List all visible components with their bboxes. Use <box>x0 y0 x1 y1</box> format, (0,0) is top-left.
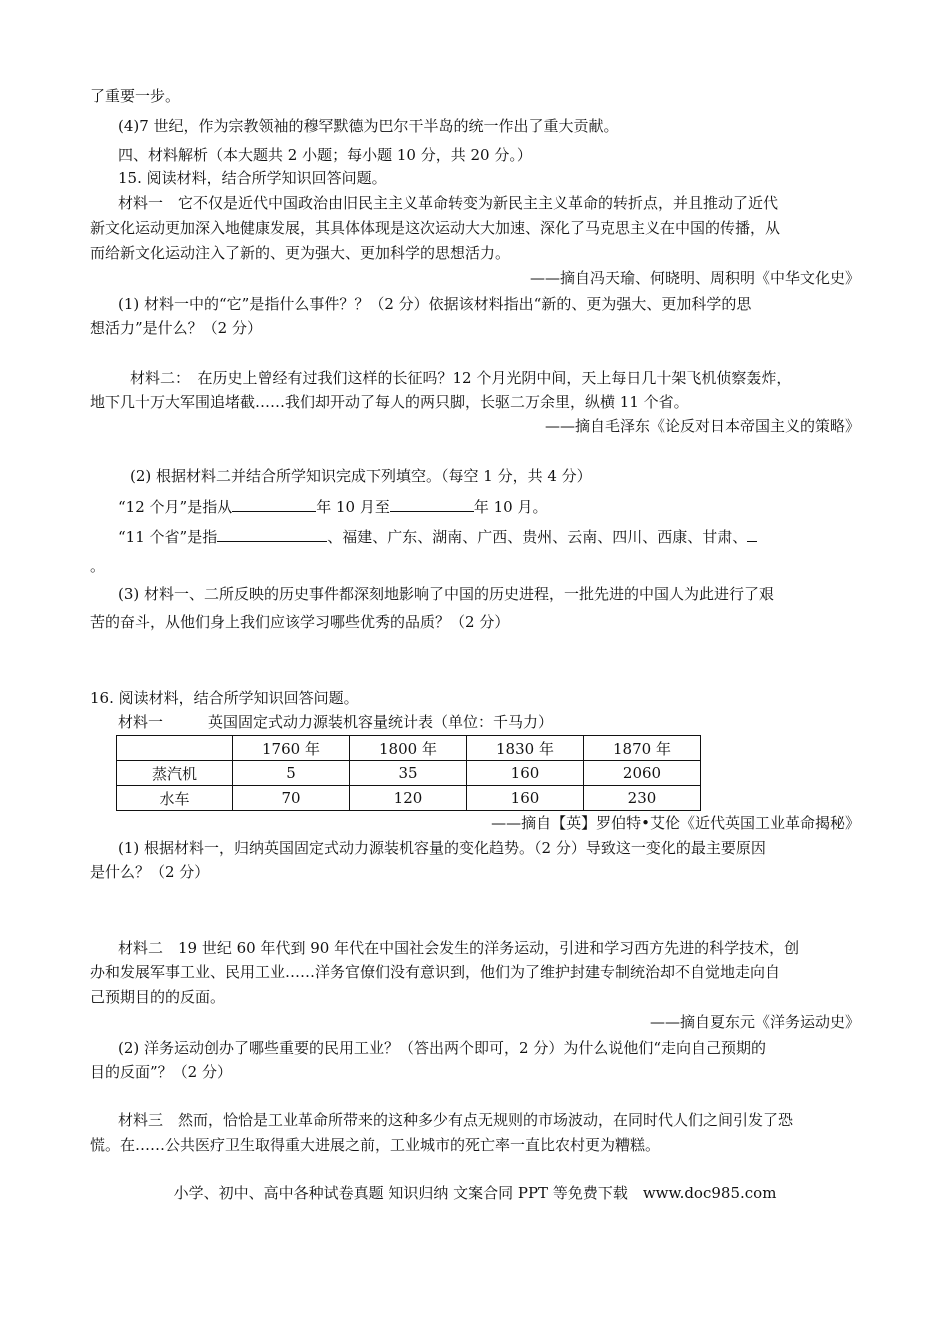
material-2-text: 办和发展军事工业、民用工业……洋务官僚们没有意识到，他们为了维护封建专制统治却不自觉地走向自 <box>90 963 781 981</box>
table-row <box>117 786 701 811</box>
table-header-cell: 1830 年 <box>467 736 584 761</box>
table-caption: 材料一 英国固定式动力源装机容量统计表（单位：千马力） <box>118 713 554 731</box>
table-cell: 5 <box>233 761 350 786</box>
source-citation: ——摘自毛泽东《论反对日本帝国主义的策略》 <box>544 417 860 435</box>
source-citation: ——摘自夏东元《洋务运动史》 <box>649 1013 860 1031</box>
question-16-2: 目的反面”？（2 分） <box>90 1063 232 1081</box>
answer-blank[interactable] <box>747 526 757 542</box>
fill-blank-text: “12 个月”是指从 <box>118 498 233 516</box>
fill-blank-line-2 <box>118 526 757 547</box>
question-16-title: 16. 阅读材料，结合所学知识回答问题。 <box>90 689 359 707</box>
table-header-cell: 1760 年 <box>233 736 350 761</box>
question-15-3: (3) 材料一、二所反映的历史事件都深刻地影响了中国的历史进程，一批先进的中国人为此进行了艰 <box>118 585 775 603</box>
fill-blank-text: 、福建、广东、湖南、广西、贵州、云南、四川、西康、甘肃、 <box>327 528 748 546</box>
material-1-text: 新文化运动更加深入地健康发展，其具体体现是这次运动大大加速、深化了马克思主义在中国的传播，从 <box>90 219 781 237</box>
material-2-text: 材料二： 在历史上曾经有过我们这样的长征吗？12 个月光阴中间，天上每日几十架飞机侦察轰炸， <box>130 369 792 387</box>
table-header-cell <box>117 736 233 761</box>
fill-blank-line-1 <box>118 496 547 517</box>
text-line: 了重要一步。 <box>90 87 181 105</box>
question-15-1: (1) 材料一中的“它”是指什么事件？？（2 分）依据该材料指出“新的、更为强大、更加科学的思 <box>118 295 752 313</box>
table-cell: 70 <box>233 786 350 811</box>
table-cell: 160 <box>467 786 584 811</box>
question-15-1: 想活力”是什么？（2 分） <box>90 319 262 337</box>
table-cell: 2060 <box>584 761 701 786</box>
answer-blank[interactable] <box>232 496 316 512</box>
material-1-text: 而给新文化运动注入了新的、更为强大、更加科学的思想活力。 <box>90 244 511 262</box>
question-15-3: 苦的奋斗，从他们身上我们应该学习哪些优秀的品质？（2 分） <box>90 613 510 631</box>
table-row <box>117 761 701 786</box>
fill-blank-text: 年 10 月至 <box>316 498 390 516</box>
fill-blank-text: “11 个省”是指 <box>118 528 218 546</box>
page-footer: 小学、初中、高中各种试卷真题 知识归纳 文案合同 PPT 等免费下载 www.doc985.com <box>173 1184 777 1202</box>
statement-4: (4)7 世纪，作为宗教领袖的穆罕默德为巴尔干半岛的统一作出了重大贡献。 <box>118 117 619 135</box>
question-16-1: (1) 根据材料一，归纳英国固定式动力源装机容量的变化趋势。（2 分）导致这一变化的最主要原因 <box>118 839 766 857</box>
row-label: 水车 <box>117 786 233 811</box>
source-citation: ——摘自【英】罗伯特•艾伦《近代英国工业革命揭秘》 <box>491 814 860 832</box>
table-header-cell: 1870 年 <box>584 736 701 761</box>
question-15-title: 15. 阅读材料，结合所学知识回答问题。 <box>118 169 387 187</box>
power-capacity-table <box>116 735 701 811</box>
question-15-2: (2) 根据材料二并结合所学知识完成下列填空。（每空 1 分，共 4 分） <box>130 467 592 485</box>
section-heading: 四、材料解析（本大题共 2 小题；每小题 10 分，共 20 分。） <box>118 146 532 164</box>
table-cell: 120 <box>350 786 467 811</box>
table-cell: 160 <box>467 761 584 786</box>
material-2-text: 己预期目的的反面。 <box>90 988 226 1006</box>
fill-blank-text: 年 10 月。 <box>473 498 548 516</box>
table-cell: 230 <box>584 786 701 811</box>
material-1-text: 材料一 它不仅是近代中国政治由旧民主主义革命转变为新民主主义革命的转折点，并且推动了近代 <box>118 194 779 212</box>
source-citation: ——摘自冯天瑜、何晓明、周积明《中华文化史》 <box>529 269 860 287</box>
answer-blank[interactable] <box>390 496 474 512</box>
table-header-row <box>117 736 701 761</box>
table-header-cell: 1800 年 <box>350 736 467 761</box>
material-2-text: 材料二 19 世纪 60 年代到 90 年代在中国社会发生的洋务运动，引进和学习西方先进的科学技术，创 <box>118 939 800 957</box>
material-3-text: 材料三 然而，恰恰是工业革命所带来的这种多少有点无规则的市场波动，在同时代人们之间引发了恐 <box>118 1111 794 1129</box>
answer-blank[interactable] <box>217 526 327 542</box>
question-16-1: 是什么？（2 分） <box>90 863 210 881</box>
material-3-text: 慌。在……公共医疗卫生取得重大进展之前，工业城市的死亡率一直比农村更为糟糕。 <box>90 1136 661 1154</box>
row-label: 蒸汽机 <box>117 761 233 786</box>
question-16-2: (2) 洋务运动创办了哪些重要的民用工业？（答出两个即可，2 分）为什么说他们“走向自己预期的 <box>118 1039 766 1057</box>
text-line: 。 <box>90 557 106 575</box>
material-2-text: 地下几十万大军围追堵截……我们却开动了每人的两只脚，长驱二万余里，纵横 11 个省。 <box>90 393 689 411</box>
table-cell: 35 <box>350 761 467 786</box>
